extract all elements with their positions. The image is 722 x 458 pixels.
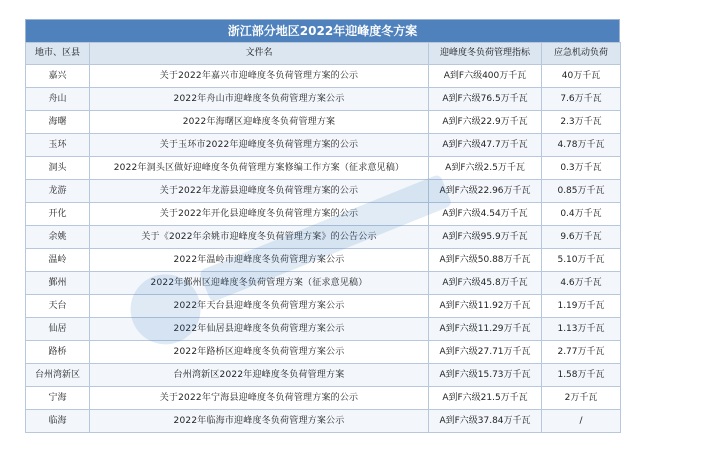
emergency-load-cell: 0.4万千瓦 — [542, 203, 621, 226]
filename-cell: 关于2022年宁海县迎峰度冬负荷管理方案的公示 — [90, 387, 429, 410]
emergency-load-cell: 2.77万千瓦 — [542, 341, 621, 364]
table-row — [26, 134, 621, 157]
filename-cell: 关于2022年龙游县迎峰度冬负荷管理方案的公示 — [90, 180, 429, 203]
load-index-cell: A到F六级11.92万千瓦 — [429, 295, 542, 318]
region-cell: 仙居 — [26, 318, 90, 341]
table-row — [26, 111, 621, 134]
load-index-cell: A到F六级400万千瓦 — [429, 65, 542, 88]
filename-cell: 台州湾新区2022年迎峰度冬负荷管理方案 — [90, 364, 429, 387]
load-index-cell: A到F六级95.9万千瓦 — [429, 226, 542, 249]
emergency-load-cell: 1.13万千瓦 — [542, 318, 621, 341]
table-row — [26, 318, 621, 341]
filename-cell: 2022年温岭市迎峰度冬负荷管理方案公示 — [90, 249, 429, 272]
emergency-load-cell: 1.19万千瓦 — [542, 295, 621, 318]
filename-cell: 关于玉环市2022年迎峰度冬负荷管理方案的公示 — [90, 134, 429, 157]
region-cell: 宁海 — [26, 387, 90, 410]
load-index-cell: A到F六级21.5万千瓦 — [429, 387, 542, 410]
emergency-load-cell: 1.58万千瓦 — [542, 364, 621, 387]
region-cell: 余姚 — [26, 226, 90, 249]
table-row — [26, 65, 621, 88]
table-row — [26, 341, 621, 364]
table-row — [26, 364, 621, 387]
load-index-cell: A到F六级22.9万千瓦 — [429, 111, 542, 134]
filename-cell: 2022年仙居县迎峰度冬负荷管理方案公示 — [90, 318, 429, 341]
filename-cell: 2022年洞头区做好迎峰度冬负荷管理方案修编工作方案（征求意见稿） — [90, 157, 429, 180]
filename-cell: 关于《2022年余姚市迎峰度冬负荷管理方案》的公告公示 — [90, 226, 429, 249]
filename-cell: 关于2022年开化县迎峰度冬负荷管理方案的公示 — [90, 203, 429, 226]
filename-cell: 关于2022年嘉兴市迎峰度冬负荷管理方案的公示 — [90, 65, 429, 88]
region-cell: 温岭 — [26, 249, 90, 272]
emergency-load-cell: 7.6万千瓦 — [542, 88, 621, 111]
load-index-cell: A到F六级37.84万千瓦 — [429, 410, 542, 433]
table-title: 浙江部分地区2022年迎峰度冬方案 — [25, 19, 620, 42]
region-cell: 海曙 — [26, 111, 90, 134]
load-index-cell: A到F六级11.29万千瓦 — [429, 318, 542, 341]
region-cell: 舟山 — [26, 88, 90, 111]
filename-cell: 2022年路桥区迎峰度冬负荷管理方案公示 — [90, 341, 429, 364]
emergency-load-cell: 2万千瓦 — [542, 387, 621, 410]
region-cell: 开化 — [26, 203, 90, 226]
region-cell: 龙游 — [26, 180, 90, 203]
region-cell: 临海 — [26, 410, 90, 433]
filename-cell: 2022年舟山市迎峰度冬负荷管理方案公示 — [90, 88, 429, 111]
emergency-load-cell: 0.3万千瓦 — [542, 157, 621, 180]
emergency-load-cell: 40万千瓦 — [542, 65, 621, 88]
filename-cell: 2022年临海市迎峰度冬负荷管理方案公示 — [90, 410, 429, 433]
load-index-cell: A到F六级27.71万千瓦 — [429, 341, 542, 364]
region-cell: 玉环 — [26, 134, 90, 157]
load-index-cell: A到F六级15.73万千瓦 — [429, 364, 542, 387]
header-filename: 文件名 — [90, 43, 429, 65]
table-row — [26, 295, 621, 318]
region-cell: 路桥 — [26, 341, 90, 364]
header-region: 地市、区县 — [26, 43, 90, 65]
region-cell: 鄞州 — [26, 272, 90, 295]
region-cell: 台州湾新区 — [26, 364, 90, 387]
table-row — [26, 157, 621, 180]
table-row — [26, 203, 621, 226]
filename-cell: 2022年海曙区迎峰度冬负荷管理方案 — [90, 111, 429, 134]
table-row — [26, 410, 621, 433]
load-index-cell: A到F六级50.88万千瓦 — [429, 249, 542, 272]
filename-cell: 2022年鄞州区迎峰度冬负荷管理方案（征求意见稿） — [90, 272, 429, 295]
region-cell: 嘉兴 — [26, 65, 90, 88]
load-index-cell: A到F六级22.96万千瓦 — [429, 180, 542, 203]
load-index-cell: A到F六级47.7万千瓦 — [429, 134, 542, 157]
header-load-index: 迎峰度冬负荷管理指标 — [429, 43, 542, 65]
filename-cell: 2022年天台县迎峰度冬负荷管理方案公示 — [90, 295, 429, 318]
table-row — [26, 272, 621, 295]
table-row — [26, 180, 621, 203]
load-index-cell: A到F六级4.54万千瓦 — [429, 203, 542, 226]
table-row — [26, 226, 621, 249]
table-row — [26, 88, 621, 111]
table-header-row — [26, 43, 621, 65]
emergency-load-cell: / — [542, 410, 621, 433]
emergency-load-cell: 0.85万千瓦 — [542, 180, 621, 203]
region-cell: 天台 — [26, 295, 90, 318]
load-index-cell: A到F六级76.5万千瓦 — [429, 88, 542, 111]
table-row — [26, 249, 621, 272]
emergency-load-cell: 9.6万千瓦 — [542, 226, 621, 249]
table-row — [26, 387, 621, 410]
header-emergency-load: 应急机动负荷 — [542, 43, 621, 65]
scheme-table-container — [25, 19, 620, 433]
emergency-load-cell: 4.78万千瓦 — [542, 134, 621, 157]
emergency-load-cell: 2.3万千瓦 — [542, 111, 621, 134]
region-cell: 洞头 — [26, 157, 90, 180]
emergency-load-cell: 4.6万千瓦 — [542, 272, 621, 295]
scheme-table — [25, 42, 621, 433]
load-index-cell: A到F六级45.8万千瓦 — [429, 272, 542, 295]
emergency-load-cell: 5.10万千瓦 — [542, 249, 621, 272]
load-index-cell: A到F六级2.5万千瓦 — [429, 157, 542, 180]
